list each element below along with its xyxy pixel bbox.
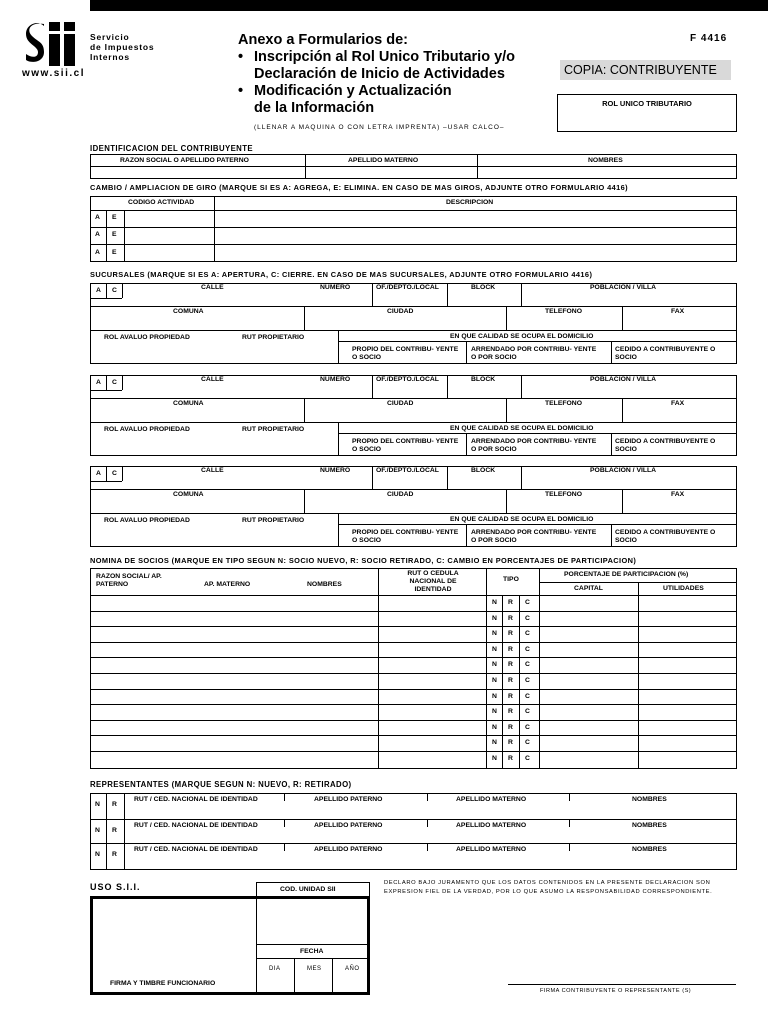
option-arrendado[interactable]: ARRENDADO POR CONTRIBU- YENTE O POR SOCIO [471,529,597,544]
tipo-r-checkbox[interactable]: R [508,630,513,637]
label-anio: AÑO [345,966,360,972]
declaracion-jurada: DECLARO BAJO JURAMENTO QUE LOS DATOS CONTENIDOS EN LA PRESENTE DECLARACION SON EXPRESION FIEL DE LA VERDAD, POR LO QUE ASUMO LA RESPONSABILIDAD CORRESPONDIENTE. [384,880,713,895]
tipo-r-checkbox[interactable]: R [508,646,513,653]
checkbox-a[interactable]: A [96,287,101,294]
label-numero: NUMERO [320,284,351,291]
tipo-r-checkbox[interactable]: R [508,708,513,715]
bullet-icon: • [238,49,244,65]
label-mes: MES [307,966,322,972]
tipo-n-checkbox[interactable]: N [492,630,497,637]
label-ciudad: CIUDAD [387,308,414,315]
label-rep-ap-paterno: APELLIDO PATERNO [314,846,383,853]
tipo-c-checkbox[interactable]: C [525,755,530,762]
tipo-n-checkbox[interactable]: N [492,661,497,668]
label-tipo: TIPO [503,576,519,583]
form-number: F 4416 [690,33,728,44]
label-comuna: COMUNA [173,400,204,407]
label-ofdepto: OF./DEPTO./LOCAL [376,284,439,291]
label-ciudad: CIUDAD [387,400,414,407]
label-comuna: COMUNA [173,491,204,498]
label-calle: CALLE [201,467,224,474]
representantes-table[interactable] [90,793,737,870]
tipo-n-checkbox[interactable]: N [492,693,497,700]
form-title: Anexo a Formularios de: • Inscripción al Rol Unico Tributario y/o Declaración de Inicio de Actividades • Modificación y Actualización de la Información [238,32,516,116]
label-fax: FAX [671,308,685,315]
label-descripcion: DESCRIPCION [446,199,494,206]
label-rep-rut: RUT / CED. NACIONAL DE IDENTIDAD [134,822,258,829]
rep-r-checkbox[interactable]: R [112,851,117,858]
tipo-c-checkbox[interactable]: C [525,646,530,653]
label-nombres-socio: NOMBRES [307,581,342,588]
checkbox-c[interactable]: C [112,470,117,477]
label-rep-rut: RUT / CED. NACIONAL DE IDENTIDAD [134,846,258,853]
option-cedido[interactable]: CEDIDO A CONTRIBUYENTE O SOCIO [615,438,716,453]
tipo-c-checkbox[interactable]: C [525,615,530,622]
label-telefono: TELEFONO [545,400,583,407]
option-cedido[interactable]: CEDIDO A CONTRIBUYENTE O SOCIO [615,529,716,544]
rep-r-checkbox[interactable]: R [112,801,117,808]
label-nombres: NOMBRES [588,157,623,164]
label-rol-avaluo: ROL AVALUO PROPIEDAD [104,426,190,433]
checkbox-e[interactable]: E [112,214,117,221]
socios-table[interactable] [90,568,737,769]
section-sucursales: SUCURSALES (MARQUE SI ES A: APERTURA, C: CIERRE. EN CASO DE MAS SUCURSALES, ADJUNTE OTRO FORMULARIO 4416) [90,270,593,279]
bullet-icon: • [238,83,244,99]
option-propio[interactable]: PROPIO DEL CONTRIBU- YENTE O SOCIO [352,346,459,361]
label-rep-nombres: NOMBRES [632,846,667,853]
checkbox-a[interactable]: A [96,470,101,477]
checkbox-e[interactable]: E [112,231,117,238]
tipo-r-checkbox[interactable]: R [508,693,513,700]
option-propio[interactable]: PROPIO DEL CONTRIBU- YENTE O SOCIO [352,529,459,544]
checkbox-a[interactable]: A [95,249,100,256]
label-rep-nombres: NOMBRES [632,822,667,829]
sii-logo [22,20,82,70]
label-fax: FAX [671,491,685,498]
checkbox-a[interactable]: A [95,214,100,221]
tipo-c-checkbox[interactable]: C [525,677,530,684]
fill-instructions: (LLENAR A MAQUINA O CON LETRA IMPRENTA) –USAR CALCO– [254,124,505,131]
rut-field-label: ROL UNICO TRIBUTARIO [602,99,692,108]
tipo-n-checkbox[interactable]: N [492,599,497,606]
label-block: BLOCK [471,467,496,474]
checkbox-a[interactable]: A [96,379,101,386]
tipo-n-checkbox[interactable]: N [492,739,497,746]
section-representantes: REPRESENTANTES (MARQUE SEGUN N: NUEVO, R: RETIRADO) [90,780,352,789]
checkbox-c[interactable]: C [112,379,117,386]
tipo-c-checkbox[interactable]: C [525,708,530,715]
tipo-n-checkbox[interactable]: N [492,646,497,653]
tipo-c-checkbox[interactable]: C [525,739,530,746]
label-calidad: EN QUE CALIDAD SE OCUPA EL DOMICILIO [450,425,594,432]
label-rep-ap-materno: APELLIDO MATERNO [456,822,527,829]
label-capital: CAPITAL [574,585,603,592]
label-ofdepto: OF./DEPTO./LOCAL [376,467,439,474]
tipo-r-checkbox[interactable]: R [508,755,513,762]
rep-n-checkbox[interactable]: N [95,827,100,834]
tipo-c-checkbox[interactable]: C [525,724,530,731]
section-uso-sii: USO S.I.I. [90,882,141,892]
tipo-r-checkbox[interactable]: R [508,724,513,731]
label-rep-ap-materno: APELLIDO MATERNO [456,846,527,853]
label-telefono: TELEFONO [545,308,583,315]
checkbox-e[interactable]: E [112,249,117,256]
top-black-bar [90,0,768,11]
label-codigo-actividad: CODIGO ACTIVIDAD [128,199,195,206]
tipo-r-checkbox[interactable]: R [508,661,513,668]
label-calle: CALLE [201,284,224,291]
label-poblacion: POBLACION / VILLA [590,284,657,291]
label-calle: CALLE [201,376,224,383]
label-poblacion: POBLACION / VILLA [590,376,657,383]
label-rut-propietario: RUT PROPIETARIO [242,334,305,341]
label-ofdepto: OF./DEPTO./LOCAL [376,376,439,383]
tipo-n-checkbox[interactable]: N [492,724,497,731]
label-utilidades: UTILIDADES [663,585,704,592]
label-calidad: EN QUE CALIDAD SE OCUPA EL DOMICILIO [450,516,594,523]
signature-line[interactable] [508,984,736,985]
rep-n-checkbox[interactable]: N [95,801,100,808]
tipo-r-checkbox[interactable]: R [508,739,513,746]
section-giro: CAMBIO / AMPLIACION DE GIRO (MARQUE SI ES A: AGREGA, E: ELIMINA. EN CASO DE MAS GIROS, ADJUNTE OTRO FORMULARIO 4416) [90,183,629,192]
section-socios: NOMINA DE SOCIOS (MARQUE EN TIPO SEGUN N: SOCIO NUEVO, R: SOCIO RETIRADO, C: CAMBIO EN PORCENTAJES DE PARTICIPACION) [90,556,637,565]
label-fax: FAX [671,400,685,407]
option-arrendado[interactable]: ARRENDADO POR CONTRIBU- YENTE O POR SOCIO [471,346,597,361]
label-rut-propietario: RUT PROPIETARIO [242,426,305,433]
label-ciudad: CIUDAD [387,491,414,498]
label-apellido-materno: APELLIDO MATERNO [348,157,419,164]
label-block: BLOCK [471,284,496,291]
label-numero: NUMERO [320,376,351,383]
label-cod-unidad: COD. UNIDAD SII [280,886,336,893]
label-rep-ap-paterno: APELLIDO PATERNO [314,822,383,829]
website-url: www.sii.cl [22,68,85,79]
checkbox-a[interactable]: A [95,231,100,238]
tipo-n-checkbox[interactable]: N [492,755,497,762]
cod-unidad-box[interactable] [256,882,370,995]
label-firma-contribuyente: FIRMA CONTRIBUYENTE O REPRESENTANTE (S) [540,988,692,994]
checkbox-c[interactable]: C [112,287,117,294]
rut-field[interactable] [557,94,737,132]
tipo-c-checkbox[interactable]: C [525,693,530,700]
tipo-c-checkbox[interactable]: C [525,630,530,637]
label-rep-nombres: NOMBRES [632,796,667,803]
label-comuna: COMUNA [173,308,204,315]
tipo-c-checkbox[interactable]: C [525,599,530,606]
label-poblacion: POBLACION / VILLA [590,467,657,474]
org-name: Servicio de Impuestos Internos [90,32,155,62]
label-rep-ap-paterno: APELLIDO PATERNO [314,796,383,803]
tipo-c-checkbox[interactable]: C [525,661,530,668]
label-fecha: FECHA [300,948,324,955]
label-razon-social-socio: RAZON SOCIAL/ AP. PATERNO [96,573,162,588]
label-firma-funcionario: FIRMA Y TIMBRE FUNCIONARIO [110,980,216,987]
label-rol-avaluo: ROL AVALUO PROPIEDAD [104,334,190,341]
label-rep-ap-materno: APELLIDO MATERNO [456,796,527,803]
label-rut-socio: RUT O CEDULA NACIONAL DE IDENTIDAD [407,570,459,593]
label-ap-materno: AP. MATERNO [204,581,251,588]
label-rut-propietario: RUT PROPIETARIO [242,517,305,524]
option-cedido[interactable]: CEDIDO A CONTRIBUYENTE O SOCIO [615,346,716,361]
label-block: BLOCK [471,376,496,383]
tipo-n-checkbox[interactable]: N [492,677,497,684]
label-rep-rut: RUT / CED. NACIONAL DE IDENTIDAD [134,796,258,803]
section-identificacion: IDENTIFICACION DEL CONTRIBUYENTE [90,144,253,153]
tipo-r-checkbox[interactable]: R [508,615,513,622]
option-propio[interactable]: PROPIO DEL CONTRIBU- YENTE O SOCIO [352,438,459,453]
label-razon-social: RAZON SOCIAL O APELLIDO PATERNO [120,157,249,164]
label-telefono: TELEFONO [545,491,583,498]
label-rol-avaluo: ROL AVALUO PROPIEDAD [104,517,190,524]
rep-n-checkbox[interactable]: N [95,851,100,858]
label-porcentaje: PORCENTAJE DE PARTICIPACION (%) [564,571,689,578]
tipo-n-checkbox[interactable]: N [492,708,497,715]
option-arrendado[interactable]: ARRENDADO POR CONTRIBU- YENTE O POR SOCIO [471,438,597,453]
tipo-n-checkbox[interactable]: N [492,615,497,622]
label-numero: NUMERO [320,467,351,474]
copy-label: COPIA: CONTRIBUYENTE [560,60,731,80]
rep-r-checkbox[interactable]: R [112,827,117,834]
label-calidad: EN QUE CALIDAD SE OCUPA EL DOMICILIO [450,333,594,340]
label-dia: DIA [269,966,281,972]
tipo-r-checkbox[interactable]: R [508,599,513,606]
tipo-r-checkbox[interactable]: R [508,677,513,684]
